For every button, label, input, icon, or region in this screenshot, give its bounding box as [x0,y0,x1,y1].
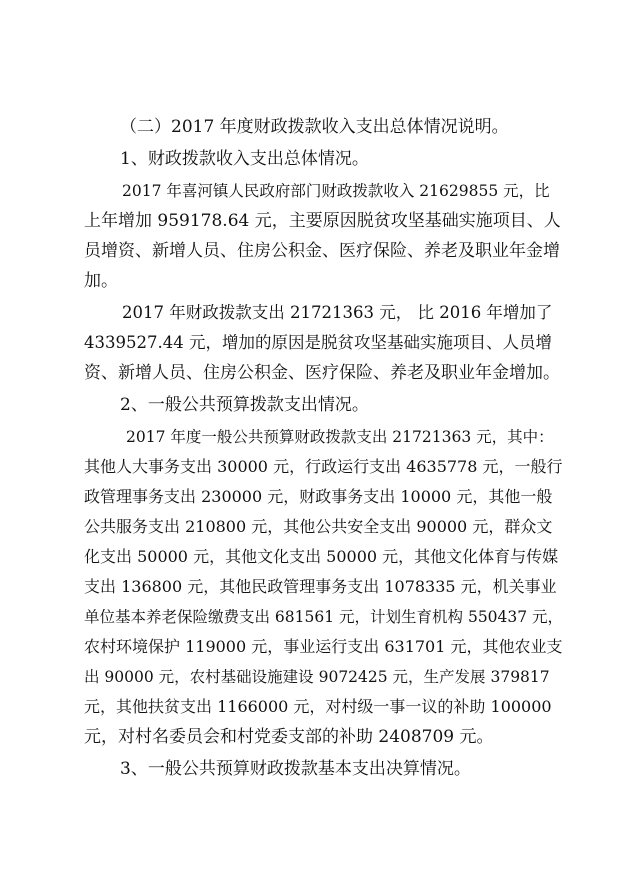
paragraph-2-line-2: 4339527.44 元，增加的原因是脱贫攻坚基础实施项目、人员增 [84,333,552,352]
paragraph-1-line-3: 员增资、新增人员、住房公积金、医疗保险、养老及职业年金增 [84,241,560,261]
paragraph-1-line-2: 上年增加 959178.64 元，主要原因脱贫攻坚基础实施项目、人 [84,211,561,231]
paragraph-3-line-6: 支出 136800 元，其他民政管理事务支出 1078335 元，机关事业 [84,577,557,596]
section-heading: （二）2017 年度财政拨款收入支出总体情况说明。 [120,117,509,137]
paragraph-2-line-3: 资、新增人员、住房公积金、医疗保险、养老及职业年金增加。 [84,363,560,383]
paragraph-1-line-1: 2017 年喜河镇人民政府部门财政拨款收入 21629855 元，比 [122,182,550,200]
paragraph-3-line-7: 单位基本养老保险缴费支出 681561 元，计划生育机构 550437 元， [84,608,564,626]
paragraph-1-line-4: 加。 [84,271,118,291]
paragraph-2-line-1: 2017 年财政拨款支出 21721363 元， 比 2016 年增加了 [122,303,553,322]
subsection-heading-1: 1、财政拨款收入支出总体情况。 [120,149,369,169]
paragraph-3-line-11: 元，对村名委员会和村党委支部的补助 2408709 元。 [84,727,494,747]
paragraph-3-line-3: 政管理事务支出 230000 元，财政事务支出 10000 元，其他一般 [84,487,553,506]
paragraph-3-line-10: 元，其他扶贫支出 1166000 元，对村级一事一议的补助 100000 [84,697,552,716]
paragraph-3-line-1: 2017 年度一般公共预算财政拨款支出 21721363 元，其中： [126,428,554,446]
paragraph-3-line-4: 公共服务支出 210800 元，其他公共安全支出 90000 元，群众文 [84,517,553,536]
paragraph-3-line-9: 出 90000 元，农村基础设施建设 9072425 元，生产发展 379817 [84,668,550,686]
paragraph-3-line-8: 农村环境保护 119000 元，事业运行支出 631701 元，其他农业支 [84,637,563,656]
paragraph-3-line-5: 化支出 50000 元，其他文化支出 50000 元，其他文化体育与传媒 [84,547,559,566]
subsection-heading-2: 2、一般公共预算拨款支出情况。 [120,395,369,415]
subsection-heading-3: 3、一般公共预算财政拨款基本支出决算情况。 [120,759,471,779]
paragraph-3-line-2: 其他人大事务支出 30000 元，行政运行支出 4635778 元，一般行 [84,457,563,476]
